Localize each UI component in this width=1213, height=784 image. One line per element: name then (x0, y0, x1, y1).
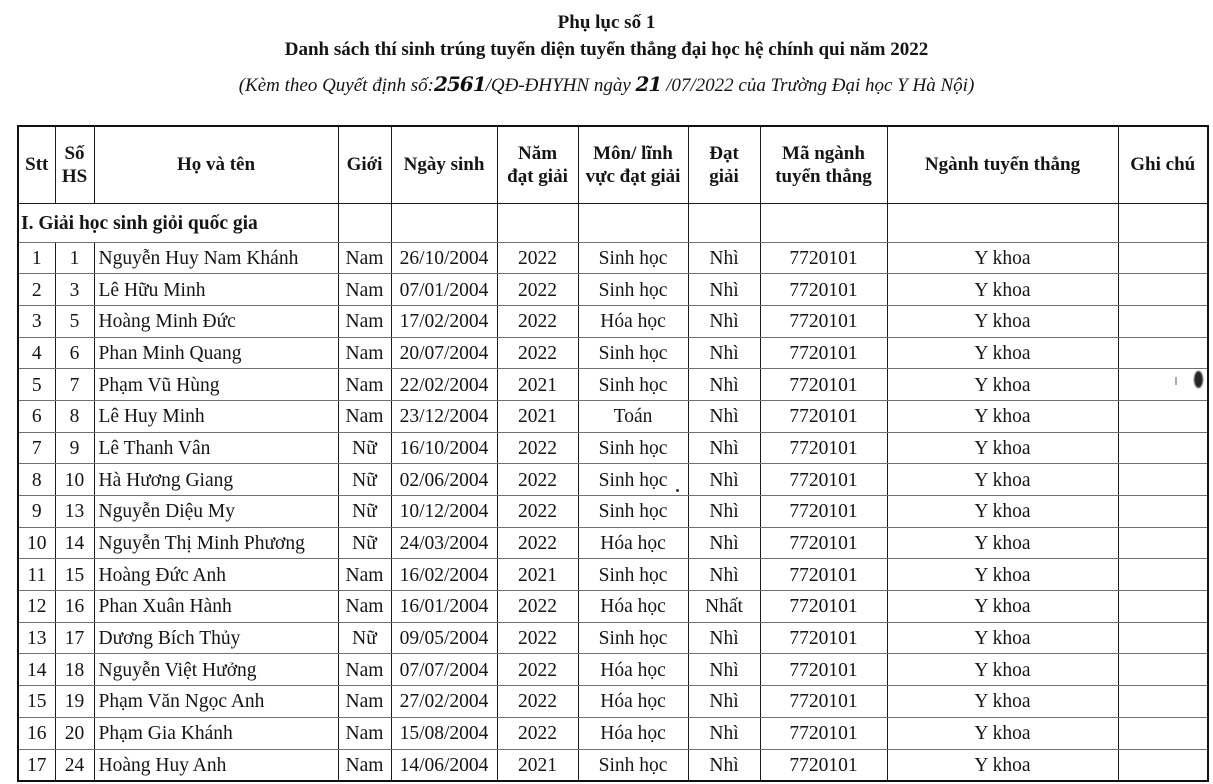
major-code-cell: 7720101 (760, 242, 887, 274)
header-label: tuyển thẳng (775, 165, 872, 187)
birth-date-cell: 23/12/2004 (391, 400, 497, 432)
prize-cell: Nhì (688, 337, 760, 369)
full-name-cell: Nguyễn Diệu My (94, 496, 338, 528)
header-full-name (94, 126, 338, 203)
full-name-cell: Hoàng Đức Anh (94, 559, 338, 591)
gender-cell: Nữ (338, 496, 391, 528)
major-code-cell: 7720101 (760, 400, 887, 432)
empty-cell (497, 203, 578, 242)
stt-cell: 7 (18, 432, 55, 464)
header-label: vực đạt giải (585, 165, 681, 187)
award-year-cell: 2021 (497, 559, 578, 591)
table-row (18, 432, 1208, 464)
note-cell (1118, 654, 1208, 686)
stt-cell: 13 (18, 622, 55, 654)
award-year-cell: 2022 (497, 242, 578, 274)
stt-cell: 6 (18, 400, 55, 432)
major-cell: Y khoa (887, 242, 1118, 274)
note-cell (1118, 717, 1208, 749)
header-label: đạt giải (507, 165, 568, 187)
empty-cell (760, 203, 887, 242)
student-number-cell: 18 (55, 654, 94, 686)
note-cell (1118, 432, 1208, 464)
subject-cell: Hóa học (578, 717, 688, 749)
student-number-cell: 19 (55, 686, 94, 718)
table-row (18, 591, 1208, 623)
award-year-cell: 2022 (497, 527, 578, 559)
major-code-cell: 7720101 (760, 527, 887, 559)
birth-date-cell: 17/02/2004 (391, 305, 497, 337)
note-cell (1118, 274, 1208, 306)
empty-cell (688, 203, 760, 242)
note-cell (1118, 527, 1208, 559)
gender-cell: Nam (338, 400, 391, 432)
subject-cell: Sinh học (578, 369, 688, 401)
empty-cell (338, 203, 391, 242)
table-row (18, 242, 1208, 274)
subtitle-prefix: (Kèm theo Quyết định số: (238, 75, 434, 96)
prize-cell: Nhì (688, 305, 760, 337)
stt-cell: 8 (18, 464, 55, 496)
full-name-cell: Hà Hương Giang (94, 464, 338, 496)
note-cell (1118, 749, 1208, 781)
full-name-cell: Hoàng Huy Anh (94, 749, 338, 781)
major-code-cell: 7720101 (760, 749, 887, 781)
prize-cell: Nhất (688, 591, 760, 623)
section-row (18, 203, 1208, 242)
stt-cell: 9 (18, 496, 55, 528)
header-award-year (497, 126, 578, 203)
gender-cell: Nữ (338, 622, 391, 654)
student-number-cell: 6 (55, 337, 94, 369)
table-row (18, 337, 1208, 369)
empty-cell (391, 203, 497, 242)
prize-cell: Nhì (688, 464, 760, 496)
major-cell: Y khoa (887, 717, 1118, 749)
subject-cell: Hóa học (578, 527, 688, 559)
award-year-cell: 2021 (497, 749, 578, 781)
gender-cell: Nữ (338, 432, 391, 464)
major-cell: Y khoa (887, 432, 1118, 464)
prize-cell: Nhì (688, 274, 760, 306)
gender-cell: Nam (338, 654, 391, 686)
major-cell: Y khoa (887, 527, 1118, 559)
student-number-cell: 17 (55, 622, 94, 654)
student-number-cell: 16 (55, 591, 94, 623)
subject-cell: Sinh học (578, 464, 688, 496)
major-cell: Y khoa (887, 559, 1118, 591)
header-label: Stt (25, 154, 49, 176)
empty-cell (887, 203, 1118, 242)
subject-cell: Hóa học (578, 654, 688, 686)
major-cell: Y khoa (887, 496, 1118, 528)
prize-cell: Nhì (688, 717, 760, 749)
note-cell (1118, 400, 1208, 432)
major-cell: Y khoa (887, 305, 1118, 337)
gender-cell: Nữ (338, 527, 391, 559)
stt-cell: 12 (18, 591, 55, 623)
header-label: Đạt (709, 142, 739, 164)
header-label: Mã ngành (782, 142, 865, 164)
stt-cell: 5 (18, 369, 55, 401)
student-number-cell: 1 (55, 242, 94, 274)
table-row (18, 749, 1208, 781)
subject-cell: Hóa học (578, 686, 688, 718)
note-cell (1118, 305, 1208, 337)
full-name-cell: Hoàng Minh Đức (94, 305, 338, 337)
full-name-cell: Phan Xuân Hành (94, 591, 338, 623)
table-row (18, 622, 1208, 654)
note-cell (1118, 464, 1208, 496)
birth-date-cell: 10/12/2004 (391, 496, 497, 528)
major-code-cell: 7720101 (760, 496, 887, 528)
major-cell: Y khoa (887, 400, 1118, 432)
prize-cell: Nhì (688, 622, 760, 654)
header-label: Ghi chú (1130, 154, 1196, 176)
header-gender (338, 126, 391, 203)
header-label: Năm (517, 142, 558, 164)
student-number-cell: 20 (55, 717, 94, 749)
subject-cell: Sinh học (578, 559, 688, 591)
full-name-cell: Lê Hữu Minh (94, 274, 338, 306)
full-name-cell: Lê Huy Minh (94, 400, 338, 432)
stt-cell: 11 (18, 559, 55, 591)
birth-date-cell: 22/02/2004 (391, 369, 497, 401)
award-year-cell: 2022 (497, 432, 578, 464)
header-label: Môn/ lĩnh (593, 142, 673, 164)
prize-cell: Nhì (688, 496, 760, 528)
table-row (18, 527, 1208, 559)
header-note (1118, 126, 1208, 203)
appendix-title: Phụ lục số 1 (557, 12, 656, 33)
header-student-number (55, 126, 94, 203)
table-row (18, 400, 1208, 432)
scan-ink-blot (1194, 371, 1203, 388)
note-cell (1118, 242, 1208, 274)
header-prize (688, 126, 760, 203)
gender-cell: Nam (338, 242, 391, 274)
award-year-cell: 2022 (497, 686, 578, 718)
major-code-cell: 7720101 (760, 432, 887, 464)
note-cell (1118, 337, 1208, 369)
major-cell: Y khoa (887, 464, 1118, 496)
full-name-cell: Nguyễn Việt Hưởng (94, 654, 338, 686)
stt-cell: 2 (18, 274, 55, 306)
award-year-cell: 2022 (497, 337, 578, 369)
full-name-cell: Phạm Văn Ngọc Anh (94, 686, 338, 718)
header-row (18, 126, 1208, 203)
major-cell: Y khoa (887, 274, 1118, 306)
table-row (18, 559, 1208, 591)
student-number-cell: 13 (55, 496, 94, 528)
stt-cell: 3 (18, 305, 55, 337)
award-year-cell: 2022 (497, 305, 578, 337)
stt-cell: 14 (18, 654, 55, 686)
header-label: HS (61, 165, 88, 187)
subtitle-middle: /QĐ-ĐHYHN ngày (485, 75, 636, 96)
prize-cell: Nhì (688, 749, 760, 781)
table-row (18, 369, 1208, 401)
full-name-cell: Phạm Gia Khánh (94, 717, 338, 749)
major-code-cell: 7720101 (760, 337, 887, 369)
award-year-cell: 2022 (497, 622, 578, 654)
major-cell: Y khoa (887, 622, 1118, 654)
note-cell (1118, 622, 1208, 654)
award-year-cell: 2022 (497, 464, 578, 496)
birth-date-cell: 16/10/2004 (391, 432, 497, 464)
prize-cell: Nhì (688, 400, 760, 432)
major-code-cell: 7720101 (760, 559, 887, 591)
full-name-cell: Nguyễn Thị Minh Phương (94, 527, 338, 559)
gender-cell: Nam (338, 305, 391, 337)
table-row (18, 686, 1208, 718)
table-row (18, 464, 1208, 496)
main-title: Danh sách thí sinh trúng tuyển diện tuyển thẳng đại học hệ chính qui năm 2022 (284, 39, 929, 60)
prize-cell: Nhì (688, 559, 760, 591)
birth-date-cell: 20/07/2004 (391, 337, 497, 369)
birth-date-cell: 09/05/2004 (391, 622, 497, 654)
birth-date-cell: 27/02/2004 (391, 686, 497, 718)
student-number-cell: 5 (55, 305, 94, 337)
header-birth-date (391, 126, 497, 203)
birth-date-cell: 14/06/2004 (391, 749, 497, 781)
subject-cell: Sinh học (578, 749, 688, 781)
award-year-cell: 2022 (497, 654, 578, 686)
subject-cell: Sinh học (578, 432, 688, 464)
major-cell: Y khoa (887, 654, 1118, 686)
header-label: Giới (346, 154, 383, 176)
gender-cell: Nam (338, 717, 391, 749)
birth-date-cell: 07/07/2004 (391, 654, 497, 686)
prize-cell: Nhì (688, 432, 760, 464)
major-code-cell: 7720101 (760, 369, 887, 401)
prize-cell: Nhì (688, 242, 760, 274)
birth-date-cell: 07/01/2004 (391, 274, 497, 306)
gender-cell: Nam (338, 274, 391, 306)
major-cell: Y khoa (887, 337, 1118, 369)
note-cell (1118, 496, 1208, 528)
birth-date-cell: 16/01/2004 (391, 591, 497, 623)
prize-cell: Nhì (688, 686, 760, 718)
major-code-cell: 7720101 (760, 654, 887, 686)
stt-cell: 16 (18, 717, 55, 749)
award-year-cell: 2022 (497, 717, 578, 749)
note-cell (1118, 559, 1208, 591)
table-row (18, 496, 1208, 528)
header-label: Số (64, 142, 85, 164)
full-name-cell: Lê Thanh Vân (94, 432, 338, 464)
scan-dot (676, 489, 679, 492)
major-code-cell: 7720101 (760, 591, 887, 623)
subject-cell: Sinh học (578, 242, 688, 274)
student-number-cell: 8 (55, 400, 94, 432)
header-label: Ngành tuyển thẳng (924, 154, 1081, 176)
major-cell: Y khoa (887, 686, 1118, 718)
subject-cell: Hóa học (578, 305, 688, 337)
handwritten-decision-number: 2561 (433, 72, 486, 96)
header-subject (578, 126, 688, 203)
stt-cell: 4 (18, 337, 55, 369)
gender-cell: Nam (338, 749, 391, 781)
major-code-cell: 7720101 (760, 305, 887, 337)
admission-table (17, 125, 1209, 782)
gender-cell: Nam (338, 337, 391, 369)
major-code-cell: 7720101 (760, 464, 887, 496)
gender-cell: Nam (338, 591, 391, 623)
gender-cell: Nam (338, 559, 391, 591)
birth-date-cell: 16/02/2004 (391, 559, 497, 591)
birth-date-cell: 24/03/2004 (391, 527, 497, 559)
major-code-cell: 7720101 (760, 622, 887, 654)
award-year-cell: 2021 (497, 369, 578, 401)
prize-cell: Nhì (688, 654, 760, 686)
note-cell (1118, 686, 1208, 718)
award-year-cell: 2022 (497, 591, 578, 623)
student-number-cell: 15 (55, 559, 94, 591)
decision-subtitle (0, 71, 1213, 99)
full-name-cell: Phan Minh Quang (94, 337, 338, 369)
table-row (18, 274, 1208, 306)
student-number-cell: 14 (55, 527, 94, 559)
table-row (18, 305, 1208, 337)
student-number-cell: 10 (55, 464, 94, 496)
full-name-cell: Dương Bích Thủy (94, 622, 338, 654)
prize-cell: Nhì (688, 527, 760, 559)
header-label: Ngày sinh (403, 154, 485, 176)
header-major (887, 126, 1118, 203)
subject-cell: Toán (578, 400, 688, 432)
student-number-cell: 24 (55, 749, 94, 781)
award-year-cell: 2022 (497, 274, 578, 306)
subject-cell: Sinh học (578, 496, 688, 528)
header-label: giải (709, 165, 739, 187)
table-row (18, 654, 1208, 686)
birth-date-cell: 02/06/2004 (391, 464, 497, 496)
major-cell: Y khoa (887, 591, 1118, 623)
stt-cell: 1 (18, 242, 55, 274)
subtitle-suffix: /07/2022 của Trường Đại học Y Hà Nội) (661, 75, 975, 96)
birth-date-cell: 15/08/2004 (391, 717, 497, 749)
subject-cell: Sinh học (578, 622, 688, 654)
major-code-cell: 7720101 (760, 274, 887, 306)
header-stt (18, 126, 55, 203)
note-cell (1118, 591, 1208, 623)
subject-cell: Sinh học (578, 274, 688, 306)
header-major-code (760, 126, 887, 203)
student-number-cell: 7 (55, 369, 94, 401)
empty-cell (578, 203, 688, 242)
gender-cell: Nữ (338, 464, 391, 496)
prize-cell: Nhì (688, 369, 760, 401)
gender-cell: Nam (338, 369, 391, 401)
full-name-cell: Nguyễn Huy Nam Khánh (94, 242, 338, 274)
table-row (18, 717, 1208, 749)
award-year-cell: 2022 (497, 496, 578, 528)
empty-cell (1118, 203, 1208, 242)
major-code-cell: 7720101 (760, 686, 887, 718)
subject-cell: Hóa học (578, 591, 688, 623)
major-cell: Y khoa (887, 749, 1118, 781)
birth-date-cell: 26/10/2004 (391, 242, 497, 274)
section-title: I. Giải học sinh giỏi quốc gia (18, 203, 338, 242)
scan-speck (1175, 377, 1177, 385)
stt-cell: 15 (18, 686, 55, 718)
stt-cell: 17 (18, 749, 55, 781)
subject-cell: Sinh học (578, 337, 688, 369)
award-year-cell: 2021 (497, 400, 578, 432)
major-code-cell: 7720101 (760, 717, 887, 749)
full-name-cell: Phạm Vũ Hùng (94, 369, 338, 401)
student-number-cell: 9 (55, 432, 94, 464)
stt-cell: 10 (18, 527, 55, 559)
major-cell: Y khoa (887, 369, 1118, 401)
student-number-cell: 3 (55, 274, 94, 306)
handwritten-day: 21 (635, 72, 662, 96)
header-label: Họ và tên (176, 154, 256, 176)
gender-cell: Nam (338, 686, 391, 718)
